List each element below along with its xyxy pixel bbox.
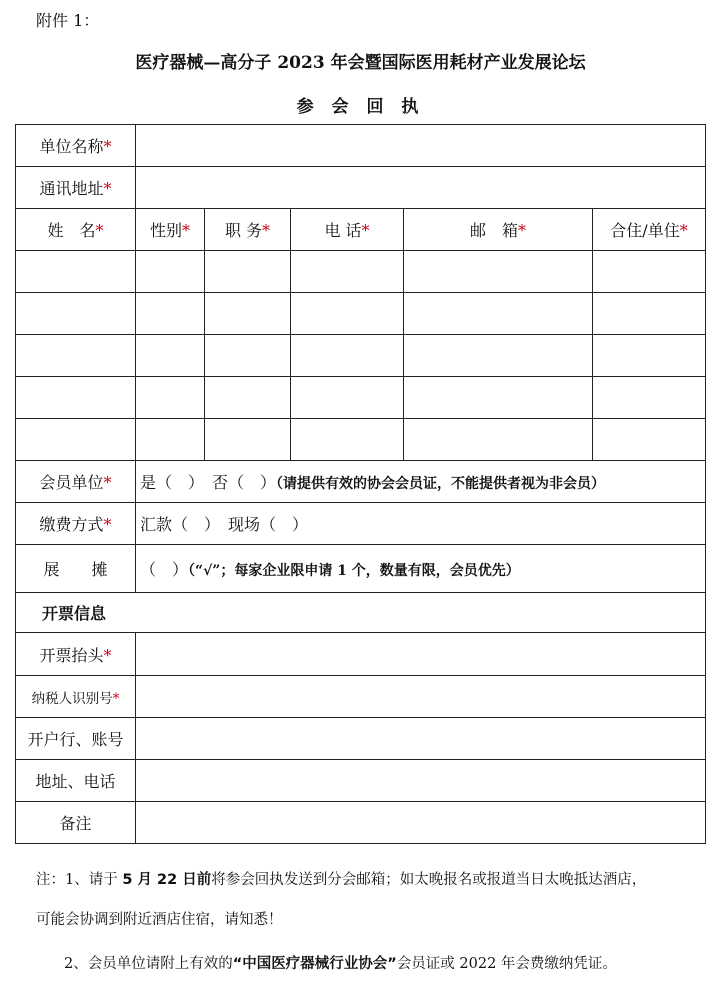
payment-field[interactable] <box>136 503 706 545</box>
attendee-room-cell[interactable] <box>593 377 706 419</box>
col-name-header: 姓 名* <box>16 209 136 251</box>
addr-phone-row <box>16 760 706 802</box>
required-mark: * <box>518 221 526 240</box>
col-phone-header: 电 话* <box>291 209 404 251</box>
member-field[interactable] <box>136 461 706 503</box>
attendee-gender-cell[interactable] <box>136 335 205 377</box>
attendee-room-cell[interactable] <box>593 419 706 461</box>
attendee-row <box>16 251 706 293</box>
attendee-row <box>16 293 706 335</box>
attendee-name-cell[interactable] <box>16 335 136 377</box>
booth-options[interactable]: （ ） <box>140 560 189 579</box>
bank-label: 开户行、账号 <box>16 718 136 760</box>
bank-field[interactable] <box>136 718 706 760</box>
attendee-gender-cell[interactable] <box>136 293 205 335</box>
attendee-name-cell[interactable] <box>16 419 136 461</box>
unit-name-field[interactable] <box>136 125 706 167</box>
note-deadline: 5 月 22 日前 <box>122 872 212 888</box>
remarks-label: 备注 <box>16 802 136 844</box>
registration-form <box>15 124 706 844</box>
attendee-room-cell[interactable] <box>593 251 706 293</box>
attendee-name-cell[interactable] <box>16 251 136 293</box>
invoice-title-row <box>16 633 706 676</box>
attendee-email-cell[interactable] <box>404 377 593 419</box>
payment-row <box>16 503 706 545</box>
col-room-header: 合住/单住* <box>593 209 706 251</box>
taxpayer-id-label: 纳税人识别号* <box>16 676 136 718</box>
required-mark: * <box>361 221 370 240</box>
required-mark: * <box>679 221 688 240</box>
attendee-phone-cell[interactable] <box>291 335 404 377</box>
attachment-label: 附件 1： <box>36 11 100 30</box>
addr-phone-label: 地址、电话 <box>16 760 136 802</box>
column-header-row <box>16 209 706 251</box>
taxpayer-id-row <box>16 676 706 718</box>
attendee-phone-cell[interactable] <box>291 377 404 419</box>
attendee-gender-cell[interactable] <box>136 251 205 293</box>
note-line-2: 可能会协调到附近酒店住宿，请知悉！ <box>36 912 283 928</box>
col-position-header: 职 务* <box>205 209 291 251</box>
required-mark: * <box>262 221 271 240</box>
attendee-position-cell[interactable] <box>205 419 291 461</box>
attendee-email-cell[interactable] <box>404 419 593 461</box>
payment-label: 缴费方式* <box>16 503 136 545</box>
attendee-row <box>16 335 706 377</box>
address-row <box>16 167 706 209</box>
member-note: （请提供有效的协会会员证，不能提供者视为非会员） <box>276 476 606 492</box>
taxpayer-id-field[interactable] <box>136 676 706 718</box>
attendee-room-cell[interactable] <box>593 335 706 377</box>
required-mark: * <box>112 690 120 707</box>
attendee-email-cell[interactable] <box>404 335 593 377</box>
address-field[interactable] <box>136 167 706 209</box>
required-mark: * <box>103 179 112 198</box>
page-title: 医疗器械—高分子 2023 年会暨国际医用耗材产业发展论坛 <box>135 53 586 73</box>
required-mark: * <box>182 221 190 240</box>
attendee-gender-cell[interactable] <box>136 419 205 461</box>
invoice-section-title: 开票信息 <box>16 593 706 633</box>
addr-phone-field[interactable] <box>136 760 706 802</box>
unit-name-row <box>16 125 706 167</box>
required-mark: * <box>103 645 112 665</box>
bank-row <box>16 718 706 760</box>
attendee-position-cell[interactable] <box>205 335 291 377</box>
member-label: 会员单位* <box>16 461 136 503</box>
attendee-phone-cell[interactable] <box>291 293 404 335</box>
booth-field[interactable] <box>136 545 706 593</box>
member-row <box>16 461 706 503</box>
attendee-position-cell[interactable] <box>205 293 291 335</box>
remarks-row <box>16 802 706 844</box>
attendee-email-cell[interactable] <box>404 251 593 293</box>
attendee-name-cell[interactable] <box>16 377 136 419</box>
note-org-name: “中国医疗器械行业协会” <box>232 956 397 972</box>
attendee-room-cell[interactable] <box>593 293 706 335</box>
required-mark: * <box>103 473 112 492</box>
note-line-1: 注：1、请于 5 月 22 日前将参会回执发送到分会邮箱；如太晚报名或报道当日太晚抵达酒店， <box>36 872 647 888</box>
col-email-header: 邮 箱* <box>404 209 593 251</box>
form-subtitle: 参 会 回 执 <box>296 97 425 117</box>
col-gender-header: 性别* <box>136 209 205 251</box>
attendee-phone-cell[interactable] <box>291 251 404 293</box>
address-label: 通讯地址* <box>16 167 136 209</box>
invoice-title-label: 开票抬头* <box>16 633 136 676</box>
remarks-field[interactable] <box>136 802 706 844</box>
attendee-email-cell[interactable] <box>404 293 593 335</box>
booth-note: （“√”；每家企业限申请 1 个，数量有限，会员优先） <box>188 563 520 579</box>
attendee-position-cell[interactable] <box>205 377 291 419</box>
attendee-row <box>16 377 706 419</box>
required-mark: * <box>103 515 112 534</box>
booth-label: 展 摊 <box>16 545 136 593</box>
member-options[interactable]: 是（ ） 否（ ） <box>140 473 277 492</box>
payment-options[interactable]: 汇款（ ） 现场（ ） <box>140 515 309 534</box>
booth-row <box>16 545 706 593</box>
attendee-position-cell[interactable] <box>205 251 291 293</box>
attendee-phone-cell[interactable] <box>291 419 404 461</box>
attendee-row <box>16 419 706 461</box>
required-mark: * <box>103 137 112 156</box>
unit-name-label: 单位名称* <box>16 125 136 167</box>
note-line-3: 2、会员单位请附上有效的“中国医疗器械行业协会”会员证或 2022 年会费缴纳凭证。 <box>64 956 617 972</box>
invoice-title-field[interactable] <box>136 633 706 676</box>
required-mark: * <box>95 221 104 240</box>
attendee-gender-cell[interactable] <box>136 377 205 419</box>
attendee-name-cell[interactable] <box>16 293 136 335</box>
invoice-section-row <box>16 593 706 633</box>
